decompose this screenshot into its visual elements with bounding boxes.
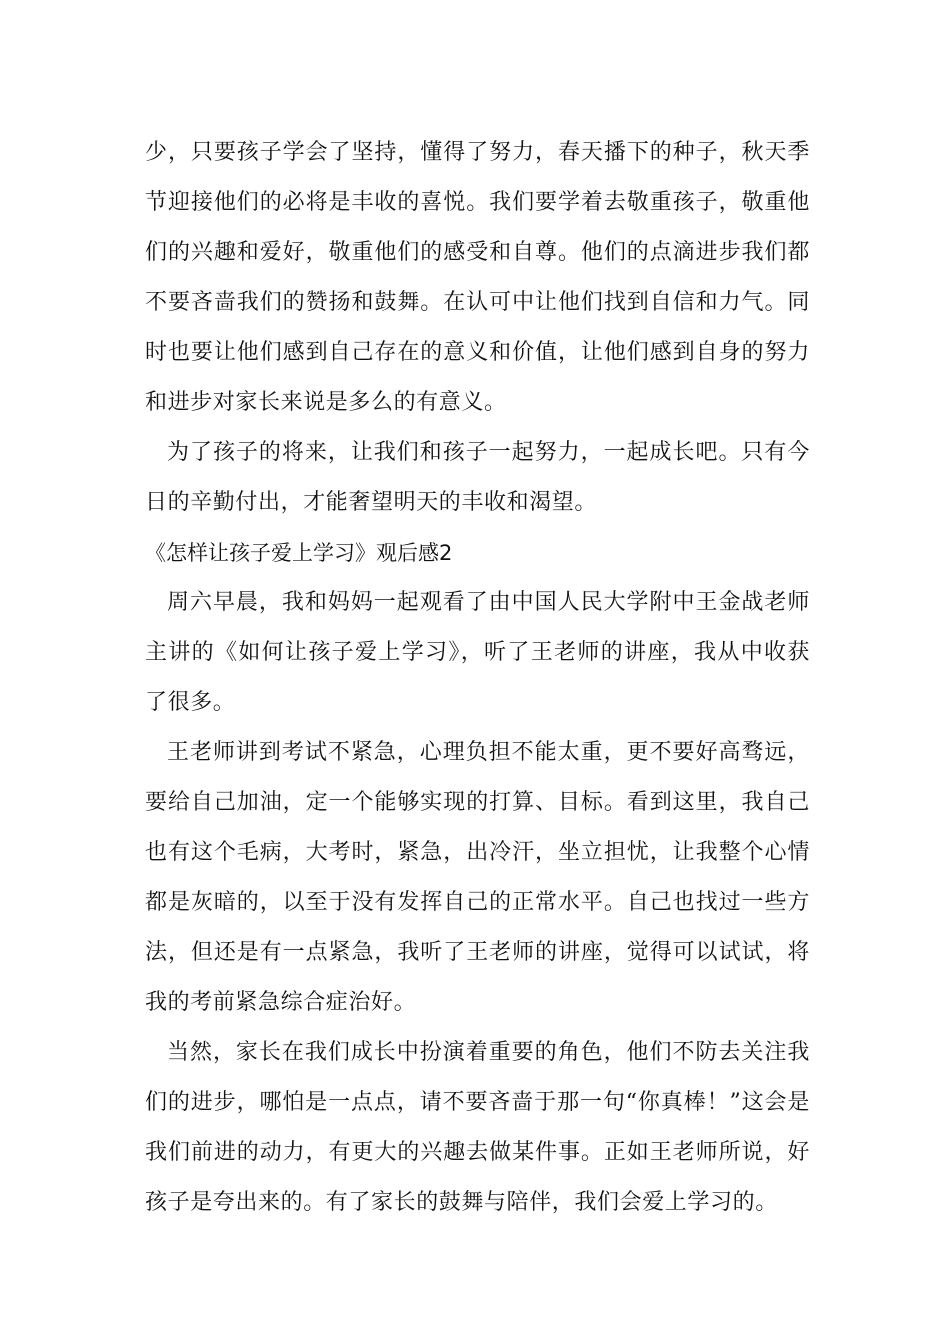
paragraph-exam-stress: 王老师讲到考试不紧急，心理负担不能太重，更不要好高骛远，要给自己加油，定一个能够实现的打算、目标。看到这里，我自己也有这个毛病，大考时，紧急，出冷汗，坐立担忧，让我整个心情都是灰暗的，以至于没有发挥自己的正常水平。自己也找过一些方法，但还是有一点紧急，我听了王老师的讲座，觉得可以试试，将我的考前紧急综合症治好。 <box>145 740 810 1015</box>
paragraph-continuation: 少，只要孩子学会了坚持，懂得了努力，春天播下的种子，秋天季节迎接他们的必将是丰收的喜悦。我们要学着去敬重孩子，敬重他们的兴趣和爱好，敬重他们的感受和自尊。他们的点滴进步我们都不要吝啬我们的赞扬和鼓舞。在认可中让他们找到自信和力气。同时也要让他们感到自己存在的意义和价值，让他们感到自身的努力和进步对家长来说是多么的有意义。 <box>145 140 810 415</box>
paragraph-parents-role: 当然，家长在我们成长中扮演着重要的角色，他们不防去关注我们的进步，哪怕是一点点，请不要吝啬于那一句“你真棒！”这会是我们前进的动力，有更大的兴趣去做某件事。正如王老师所说，好孩子是夸出来的。有了家长的鼓舞与陪伴，我们会爱上学习的。 <box>145 1040 810 1215</box>
section-heading: 《怎样让孩子爱上学习》观后感2 <box>145 541 453 565</box>
paragraph-intro: 周六早晨，我和妈妈一起观看了由中国人民大学附中王金战老师主讲的《如何让孩子爱上学习》，听了王老师的讲座，我从中收获了很多。 <box>145 590 810 715</box>
paragraph-closing: 为了孩子的将来，让我们和孩子一起努力，一起成长吧。只有今日的辛勤付出，才能奢望明天的丰收和渴望。 <box>145 440 810 515</box>
document-body <box>145 128 810 1228</box>
